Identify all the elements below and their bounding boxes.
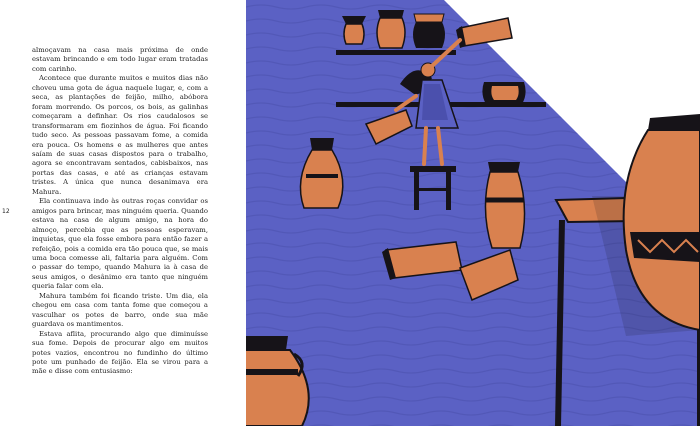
- paragraph: almoçavam na casa mais próxima de onde estavam brincando e em todo lugar eram tratadas com carinho.: [32, 46, 208, 73]
- paragraph: Acontece que durante muitos e muitos dias não choveu uma gota de água naquele lugar, e, com a seca, as plantações de feijão, milho, abóbora foram morrendo. Os porcos, os bois, as galinhas começaram a definhar. Os rios caudalosos se transformaram em fiozinhos de água. Foi ficando tudo seco. As pessoas passavam fome, a comida era pouca. Os homens e as mulheres que antes saíam de suas casas dispostos para o trabalho, agora se encontravam sentados, cabisbaixos, nas portas das casas, e até as crianças estavam tristes. A única que nunca desanimava era Mahura.: [32, 74, 208, 196]
- story-text: [32, 46, 208, 377]
- illustration: [246, 0, 700, 426]
- paragraph: Mahura também foi ficando triste. Um dia, ela chegou em casa com tanta fome que começou a vasculhar os potes de barro, onde sua mãe guardava os mantimentos.: [32, 291, 208, 329]
- page-number: 12: [2, 208, 10, 215]
- text-page: [0, 0, 246, 426]
- paragraph: Ela continuava indo às outras roças convidar os amigos para brincar, mas ninguém queria. Quando estava na casa de algum amigo, na hora do almoço, percebia que as pessoas esperavam, inquietas, que ela fosse embora para então fazer a refeição, pois a comida era tão pouca que, se mais uma boca comesse ali, faltaria para alguém. Com o passar do tempo, quando Mahura ia à casa de seus amigos, o desânimo era tanto que ninguém queria falar com ela.: [32, 197, 208, 291]
- paragraph: Estava aflita, procurando algo que diminuísse sua fome. Depois de procurar algo em muitos potes vazios, encontrou no fundinho do último pote um punhado de feijão. Ela se virou para a mãe e disse com entusiasmo:: [32, 329, 208, 376]
